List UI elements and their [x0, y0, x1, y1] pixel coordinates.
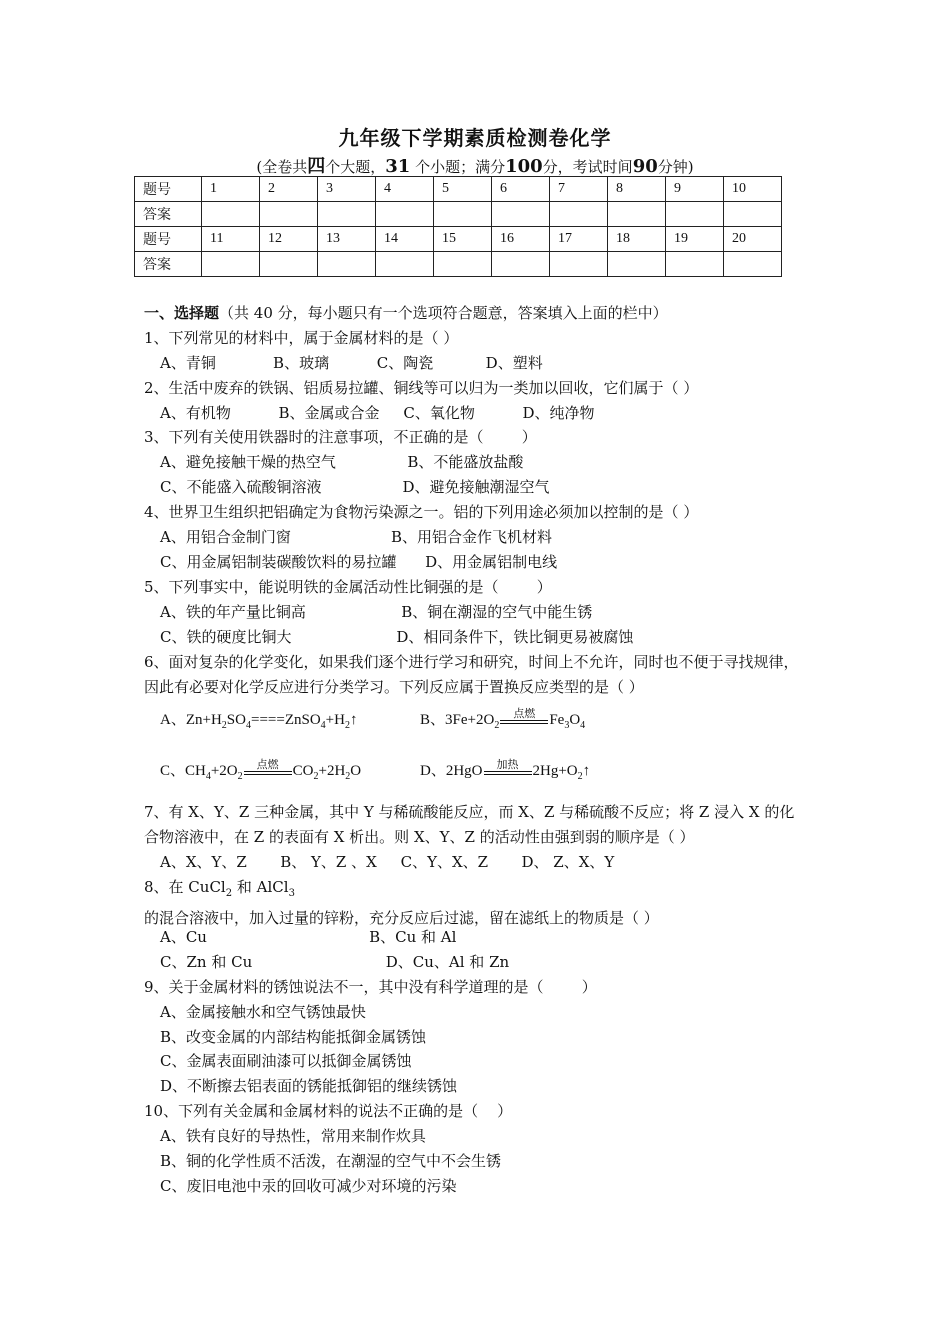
- answer-cell[interactable]: [492, 202, 550, 227]
- question-number: 7: [550, 177, 608, 202]
- q9-option-d: D、不断擦去铝表面的锈能抵御铝的继续锈蚀: [160, 1077, 458, 1095]
- question-number: 9: [666, 177, 724, 202]
- q10-option-b: B、铜的化学性质不活泼，在潮湿的空气中不会生锈: [160, 1152, 502, 1170]
- section-heading: 一、选择题（共 40 分，每小题只有一个选项符合题意，答案填入上面的栏中）: [144, 304, 668, 322]
- q3-options-ab: A、避免接触干燥的热空气 B、不能盛放盐酸: [160, 453, 524, 471]
- answer-cell[interactable]: [260, 252, 318, 277]
- question-number: 19: [666, 227, 724, 252]
- q4-options-cd: C、用金属铝制装碳酸饮料的易拉罐 D、用金属铝制电线: [160, 553, 558, 571]
- question-number: 18: [608, 227, 666, 252]
- q6-option-b: B、$3Fe+2O_2$ 点燃 $Fe_3O_4$: [420, 707, 586, 731]
- q6-option-a: A、$Zn+H_2SO_4====ZnSO_4+H_2↑$: [160, 712, 358, 731]
- q6-option-d: D、2HgO 加热 $2Hg+O_2↑$: [420, 758, 591, 782]
- q9-option-b: B、改变金属的内部结构能抵御金属锈蚀: [160, 1028, 427, 1046]
- answer-cell[interactable]: [202, 252, 260, 277]
- answer-cell[interactable]: [202, 202, 260, 227]
- answer-cell[interactable]: [434, 202, 492, 227]
- question-number: 11: [202, 227, 260, 252]
- q9-option-c: C、金属表面刷油漆可以抵御金属锈蚀: [160, 1052, 412, 1070]
- answer-cell[interactable]: [666, 252, 724, 277]
- question-number: 1: [202, 177, 260, 202]
- question-7: 7、有 X、Y、Z 三种金属，其中 Y 与稀硫酸能反应，而 X、Z 与稀硫酸不反应；将 Z 浸入 X 的化合物溶液中，在 Z 的表面有 X 析出。则 X、Y、Z 的活动性由强到弱的顺序是（ ）: [144, 803, 795, 846]
- answer-cell[interactable]: [608, 252, 666, 277]
- question-6: 6、面对复杂的化学变化，如果我们逐个进行学习和研究，时间上不允许，同时也不便于寻找规律，因此有必要对化学反应进行分类学习。下列反应属于置换反应类型的是（ ）: [144, 653, 799, 696]
- question-3: 3、下列有关使用铁器时的注意事项，不正确的是（ ）: [144, 428, 537, 446]
- row-label: 答案: [135, 202, 202, 227]
- question-10: 10、下列有关金属和金属材料的说法不正确的是（ ）: [144, 1102, 513, 1120]
- q10-option-a: A、铁有良好的导热性，常用来制作炊具: [160, 1127, 426, 1145]
- question-number: 4: [376, 177, 434, 202]
- q4-options-ab: A、用铝合金制门窗 B、用铝合金作飞机材料: [160, 528, 552, 546]
- answer-cell[interactable]: [666, 202, 724, 227]
- answer-cell[interactable]: [724, 252, 782, 277]
- q8-options-ab: A、Cu B、Cu 和 Al: [160, 928, 457, 946]
- answer-cell[interactable]: [318, 202, 376, 227]
- question-number: 17: [550, 227, 608, 252]
- answer-cell[interactable]: [550, 252, 608, 277]
- answer-cell[interactable]: [376, 252, 434, 277]
- answer-cell[interactable]: [376, 202, 434, 227]
- question-2: 2、生活中废弃的铁锅、铝质易拉罐、铜线等可以归为一类加以回收，它们属于（ ）: [144, 379, 699, 397]
- table-row: [135, 202, 782, 227]
- question-8: 8、在 CuCl$_2$ 和 AlCl$_3$ 的混合溶液中，加入过量的锌粉，充分反应后过滤，留在滤纸上的物质是（ ）: [144, 878, 659, 927]
- q5-options-cd: C、铁的硬度比铜大 D、相同条件下，铁比铜更易被腐蚀: [160, 628, 634, 646]
- question-4: 4、世界卫生组织把铝确定为食物污染源之一。铝的下列用途必须加以控制的是（ ）: [144, 503, 699, 521]
- question-number: 15: [434, 227, 492, 252]
- question-number: 14: [376, 227, 434, 252]
- question-number: 6: [492, 177, 550, 202]
- answer-cell[interactable]: [550, 202, 608, 227]
- table-row: [135, 177, 782, 202]
- question-number: 3: [318, 177, 376, 202]
- question-number: 20: [724, 227, 782, 252]
- q10-option-c: C、废旧电池中汞的回收可减少对环境的污染: [160, 1177, 457, 1195]
- question-number: 16: [492, 227, 550, 252]
- q2-options: A、有机物 B、金属或合金 C、氧化物 D、纯净物: [160, 404, 595, 422]
- table-row: [135, 227, 782, 252]
- q3-options-cd: C、不能盛入硫酸铜溶液 D、避免接触潮湿空气: [160, 478, 550, 496]
- row-label: 题号: [135, 177, 202, 202]
- row-label: 题号: [135, 227, 202, 252]
- page-title: 九年级下学期素质检测卷化学: [338, 126, 612, 150]
- answer-cell[interactable]: [318, 252, 376, 277]
- q7-options: A、X、Y、Z B、 Y、Z 、X C、Y、X、Z D、 Z、X、Y: [160, 853, 615, 871]
- q6-option-c: C、$CH_4+2O_2$ 点燃 $CO_2+2H_2O$: [160, 758, 362, 782]
- q5-options-ab: A、铁的年产量比铜高 B、铜在潮湿的空气中能生锈: [160, 603, 593, 621]
- question-9: 9、关于金属材料的锈蚀说法不一，其中没有科学道理的是（ ）: [144, 978, 597, 996]
- answer-table: [134, 176, 782, 277]
- question-number: 10: [724, 177, 782, 202]
- question-number: 12: [260, 227, 318, 252]
- question-number: 2: [260, 177, 318, 202]
- question-number: 13: [318, 227, 376, 252]
- question-1: 1、下列常见的材料中，属于金属材料的是（ ）: [144, 329, 459, 347]
- table-row: [135, 252, 782, 277]
- row-label: 答案: [135, 252, 202, 277]
- reaction-condition: 点燃: [500, 714, 548, 728]
- question-number: 8: [608, 177, 666, 202]
- answer-cell[interactable]: [492, 252, 550, 277]
- answer-cell[interactable]: [434, 252, 492, 277]
- q8-options-cd: C、Zn 和 Cu D、Cu、Al 和 Zn: [160, 953, 510, 971]
- question-5: 5、下列事实中，能说明铁的金属活动性比铜强的是（ ）: [144, 578, 552, 596]
- q9-option-a: A、金属接触水和空气锈蚀最快: [160, 1003, 366, 1021]
- reaction-condition: 点燃: [244, 765, 292, 779]
- reaction-condition: 加热: [484, 765, 532, 779]
- exam-info: (全卷共四个大题，31 个小题；满分100分，考试时间90分钟): [256, 156, 694, 177]
- answer-cell[interactable]: [260, 202, 318, 227]
- q1-options: A、青铜 B、玻璃 C、陶瓷 D、塑料: [160, 354, 543, 372]
- answer-cell[interactable]: [724, 202, 782, 227]
- answer-cell[interactable]: [608, 202, 666, 227]
- question-number: 5: [434, 177, 492, 202]
